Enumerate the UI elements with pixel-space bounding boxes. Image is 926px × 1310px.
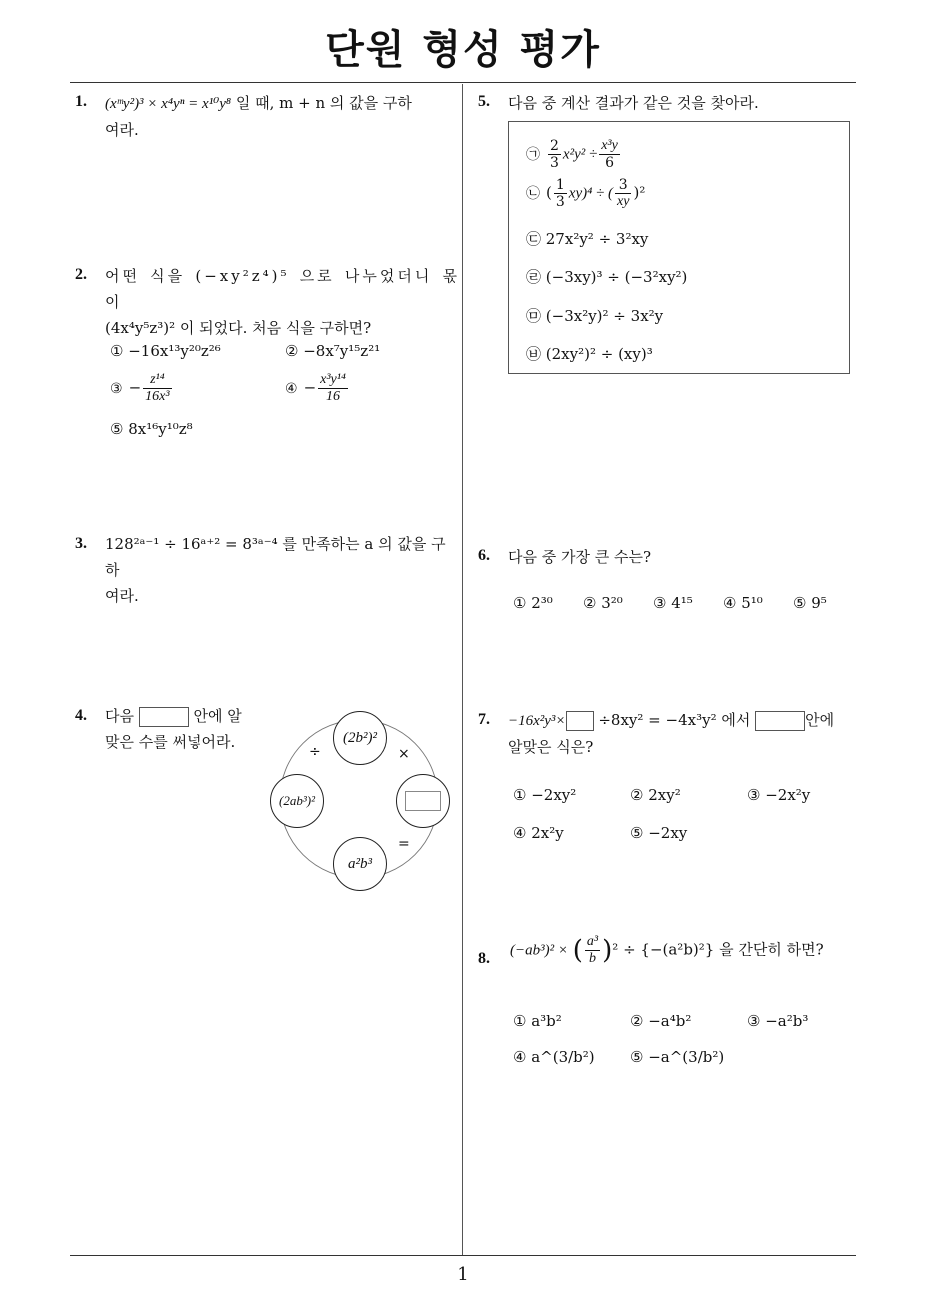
q4-circle-right [396, 774, 450, 828]
q8-text-part-a: (−ab³)² × [510, 942, 568, 959]
q8-text-part-b: ² ÷ {−(a²b)²} 을 간단히 하면? [612, 940, 824, 959]
q2-option-2: ② −8x⁷y¹⁵z²¹ [285, 342, 381, 360]
q8-option-3: ③ −a²b³ [747, 1012, 809, 1030]
q7-answer-blank [755, 711, 805, 731]
q5-item-b-num2: 3 [615, 177, 631, 194]
q1-math: (xᵐy²)³ × x⁴yⁿ = x¹⁰y⁸ [105, 96, 232, 112]
q3-text-line1: 128²ᵃ⁻¹ ÷ 16ᵃ⁺² = 8³ᵃ⁻⁴ 를 만족하는 a 의 값을 구하 [105, 535, 446, 579]
q8-option-1: ① a³b² [513, 1012, 562, 1030]
q3-text-line2: 여라. [105, 587, 139, 605]
q5-item-b-mid: xy)⁴ ÷ ( [568, 185, 614, 202]
q4-number: 4. [75, 707, 87, 724]
q5-item-f: ㉥ (2xy²)² ÷ (xy)³ [526, 345, 653, 363]
q4-text-line1a: 다음 [105, 707, 134, 725]
q5-item-b-mark: ㉡ [526, 185, 540, 202]
q7-inline-blank [566, 711, 594, 731]
q2-option-3 [110, 372, 174, 405]
q7-option-5: ⑤ −2xy [630, 824, 688, 842]
q6-option-5: ⑤ 9⁵ [793, 594, 827, 612]
q4-circle-top-label: (2b²)² [343, 730, 377, 746]
q5-item-e: ㉤ (−3x²y)² ÷ 3x²y [526, 307, 664, 325]
q8-paren-open: ( [572, 935, 583, 966]
q3-number: 3. [75, 535, 87, 552]
q7-option-3: ③ −2x²y [747, 786, 811, 804]
q5-item-a-num1: 2 [550, 138, 559, 154]
q5-item-b [526, 177, 645, 210]
column-divider [462, 84, 463, 1256]
q5-item-a [526, 138, 622, 171]
q2-option-4-mark: ④ [285, 380, 298, 397]
q5-item-a-mark: ㉠ [526, 146, 540, 163]
page-number: 1 [457, 1264, 469, 1285]
q7-option-4: ④ 2x²y [513, 824, 564, 842]
q5-item-a-den2: 6 [605, 155, 614, 171]
q4-text [105, 703, 265, 755]
q4-circle-bottom [333, 837, 387, 891]
q6-number: 6. [478, 547, 490, 564]
q3-text [105, 531, 460, 609]
q6-option-2: ② 3²⁰ [583, 594, 623, 612]
q2-option-4-denominator: 16 [325, 389, 340, 404]
q5-number: 5. [478, 93, 490, 110]
q5-item-b-den1: 3 [555, 194, 565, 210]
q4-text-line2: 맞은 수를 써넣어라. [105, 733, 236, 751]
footer-rule [70, 1255, 856, 1256]
q8-number: 8. [478, 950, 490, 967]
q5-item-a-mid: x²y² ÷ [562, 146, 598, 163]
q5-item-b-post: )² [633, 183, 646, 202]
q8-fraction-denominator: b [589, 951, 597, 966]
q2-option-4 [285, 372, 350, 405]
q4-circle-right-blank [405, 791, 441, 811]
q7-text-line2: 알맞은 식은? [508, 738, 594, 756]
q2-option-3-denominator: 16x³ [145, 389, 170, 404]
q7-option-1: ① −2xy² [513, 786, 577, 804]
q6-option-4: ④ 5¹⁰ [723, 594, 763, 612]
page-title: 단원 형성 평가 [325, 27, 601, 73]
q7-text-line1b: ÷8xy² = −4x³y² 에서 [598, 711, 751, 729]
q8-option-2: ② −a⁴b² [630, 1012, 692, 1030]
q1-text-line2: 여라. [105, 121, 139, 139]
q2-option-4-numerator: x³y¹⁴ [320, 372, 346, 387]
q4-circle-left [270, 774, 324, 828]
q8-paren-close: ) [602, 935, 613, 966]
q2-option-1: ① −16x¹³y²⁰z²⁶ [110, 342, 221, 360]
q6-text: 다음 중 가장 큰 수는? [508, 548, 652, 566]
q5-text: 다음 중 계산 결과가 같은 것을 찾아라. [508, 94, 759, 112]
q6-option-1: ① 2³⁰ [513, 594, 553, 612]
q2-option-5: ⑤ 8x¹⁶y¹⁰z⁸ [110, 420, 193, 438]
q5-item-a-den1: 3 [550, 155, 559, 171]
q7-text-line1c: 안에 [805, 711, 835, 729]
q6-option-3: ③ 4¹⁵ [653, 594, 693, 612]
q4-divide-op: ÷ [309, 744, 321, 760]
header-rule [70, 82, 856, 83]
q7-text [508, 707, 863, 760]
q8-option-5: ⑤ −a^(3/b²) [630, 1048, 725, 1066]
q2-text-line2: (4x⁴y⁵z³)² 이 되었다. 처음 식을 구하면? [105, 319, 372, 337]
q2-option-3-mark: ③ [110, 380, 123, 397]
q5-item-a-num2: x³y [601, 138, 618, 153]
q2-option-4-sign: − [303, 378, 317, 397]
q7-text-line1a: −16x²y³× [508, 713, 566, 729]
q4-circle-bottom-label: a²b³ [348, 856, 372, 872]
q8-text [510, 934, 824, 967]
q4-times-op: × [398, 746, 410, 762]
q4-circle-top [333, 711, 387, 765]
q4-answer-blank [139, 707, 189, 727]
q8-option-4: ④ a^(3/b²) [513, 1048, 595, 1066]
q5-item-c: ㉢ 27x²y² ÷ 3²xy [526, 230, 649, 248]
q4-circle-left-label: (2ab³)² [279, 793, 315, 808]
q7-number: 7. [478, 711, 490, 728]
q5-item-b-pre: ( [546, 183, 552, 202]
q1-text-line1: 일 때, m + n 의 값을 구하 [231, 94, 412, 112]
q2-option-3-sign: − [128, 378, 142, 397]
q4-text-line1b: 안에 알 [193, 707, 242, 725]
q2-number: 2. [75, 266, 87, 283]
q1-text [105, 90, 460, 143]
q5-item-b-den2: xy [617, 194, 630, 209]
q5-item-b-num1: 1 [555, 177, 565, 193]
q2-text [105, 263, 460, 341]
q4-equals-op: = [398, 836, 410, 852]
q2-option-3-numerator: z¹⁴ [143, 372, 171, 389]
q1-number: 1. [75, 93, 87, 110]
q8-fraction-numerator: a³ [586, 934, 599, 949]
q2-text-line1: 어떤 식을 (−xy²z⁴)⁵ 으로 나누었더니 몫이 [105, 267, 460, 311]
q7-option-2: ② 2xy² [630, 786, 681, 804]
q5-item-d: ㉣ (−3xy)³ ÷ (−3²xy²) [526, 268, 688, 286]
